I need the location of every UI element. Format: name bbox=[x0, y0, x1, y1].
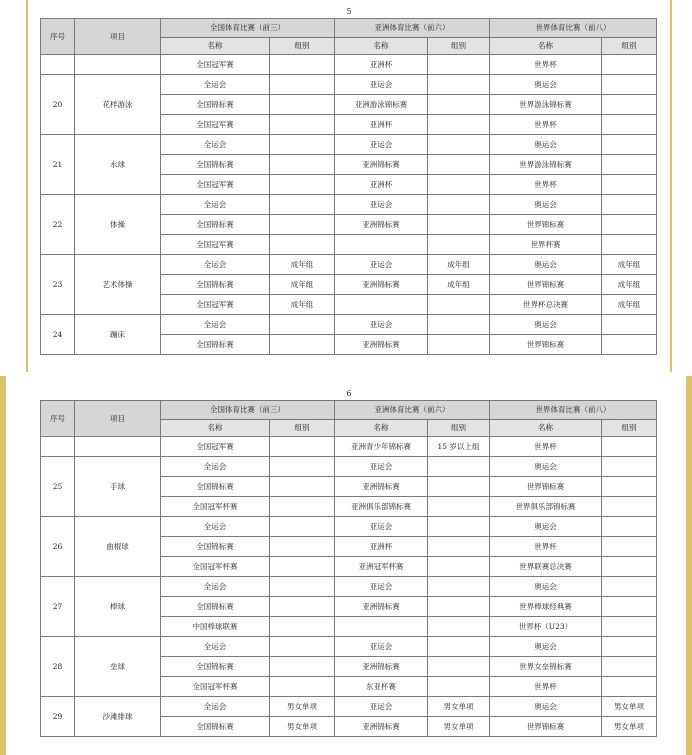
seq-number-cell: 24 bbox=[41, 315, 75, 355]
header-name: 名称 bbox=[161, 38, 270, 55]
national-group-cell bbox=[270, 235, 335, 255]
header-name: 名称 bbox=[490, 38, 602, 55]
seq-number-cell: 25 bbox=[41, 457, 75, 517]
world-group-cell bbox=[602, 657, 657, 677]
national-name-cell: 中国棒球联赛 bbox=[161, 617, 270, 637]
asian-name-cell: 亚洲冠军杯赛 bbox=[335, 557, 428, 577]
table-row bbox=[41, 315, 657, 335]
asian-group-cell bbox=[428, 195, 490, 215]
asian-name-cell: 亚洲杯 bbox=[335, 175, 428, 195]
world-name-cell: 世界杯 bbox=[490, 55, 602, 75]
national-group-cell bbox=[270, 537, 335, 557]
asian-group-cell bbox=[428, 497, 490, 517]
asian-name-cell: 亚洲锦标赛 bbox=[335, 335, 428, 355]
sport-name-cell: 花样游泳 bbox=[75, 75, 161, 135]
asian-group-cell bbox=[428, 135, 490, 155]
world-group-cell bbox=[602, 315, 657, 335]
national-group-cell: 男女单项 bbox=[270, 697, 335, 717]
asian-group-cell bbox=[428, 235, 490, 255]
asian-name-cell: 亚运会 bbox=[335, 577, 428, 597]
asian-group-cell bbox=[428, 95, 490, 115]
side-bar-right bbox=[686, 376, 692, 755]
asian-name-cell: 亚运会 bbox=[335, 517, 428, 537]
national-name-cell: 全运会 bbox=[161, 517, 270, 537]
seq-number-cell: 28 bbox=[41, 637, 75, 697]
national-group-cell bbox=[270, 477, 335, 497]
national-name-cell: 全国冠军赛 bbox=[161, 235, 270, 255]
world-group-cell bbox=[602, 75, 657, 95]
page-number: 6 bbox=[346, 389, 352, 398]
header-group: 组别 bbox=[428, 420, 490, 437]
national-name-cell: 全运会 bbox=[161, 255, 270, 275]
national-name-cell: 全国锦标赛 bbox=[161, 597, 270, 617]
sport-name-cell: 沙滩排球 bbox=[75, 697, 161, 737]
page-5 bbox=[28, 0, 670, 372]
world-name-cell: 世界杯 bbox=[490, 437, 602, 457]
seq-cell bbox=[41, 437, 75, 457]
national-name-cell: 全国冠军杯赛 bbox=[161, 557, 270, 577]
world-group-cell bbox=[602, 537, 657, 557]
header-national: 全国体育比赛（前三） bbox=[161, 401, 335, 420]
asian-name-cell bbox=[335, 295, 428, 315]
header-name: 名称 bbox=[490, 420, 602, 437]
national-group-cell bbox=[270, 55, 335, 75]
world-name-cell: 世界锦标赛 bbox=[490, 335, 602, 355]
world-name-cell: 奥运会 bbox=[490, 75, 602, 95]
asian-group-cell bbox=[428, 677, 490, 697]
world-group-cell: 成年组 bbox=[602, 255, 657, 275]
asian-name-cell: 亚洲杯 bbox=[335, 537, 428, 557]
asian-name-cell: 亚洲杯 bbox=[335, 55, 428, 75]
national-group-cell bbox=[270, 517, 335, 537]
asian-name-cell: 亚洲锦标赛 bbox=[335, 717, 428, 737]
table-row bbox=[41, 457, 657, 477]
sport-name-cell: 垒球 bbox=[75, 637, 161, 697]
table-row bbox=[41, 135, 657, 155]
world-name-cell: 奥运会 bbox=[490, 135, 602, 155]
national-group-cell bbox=[270, 677, 335, 697]
header-asian: 亚洲体育比赛（前六） bbox=[335, 401, 490, 420]
header-national: 全国体育比赛（前三） bbox=[161, 19, 335, 38]
national-name-cell: 全运会 bbox=[161, 637, 270, 657]
national-name-cell: 全运会 bbox=[161, 457, 270, 477]
world-name-cell: 世界杯（U23） bbox=[490, 617, 602, 637]
national-name-cell: 全国冠军杯赛 bbox=[161, 677, 270, 697]
world-group-cell bbox=[602, 617, 657, 637]
national-group-cell bbox=[270, 617, 335, 637]
asian-name-cell: 亚运会 bbox=[335, 75, 428, 95]
header-item: 项目 bbox=[75, 401, 161, 437]
asian-group-cell bbox=[428, 75, 490, 95]
national-name-cell: 全国锦标赛 bbox=[161, 537, 270, 557]
asian-group-cell bbox=[428, 315, 490, 335]
asian-name-cell: 亚运会 bbox=[335, 457, 428, 477]
world-group-cell bbox=[602, 135, 657, 155]
world-name-cell: 世界杯 bbox=[490, 537, 602, 557]
world-group-cell bbox=[602, 577, 657, 597]
world-group-cell bbox=[602, 235, 657, 255]
national-name-cell: 全运会 bbox=[161, 75, 270, 95]
national-group-cell: 成年组 bbox=[270, 275, 335, 295]
asian-group-cell bbox=[428, 295, 490, 315]
world-name-cell: 奥运会 bbox=[490, 457, 602, 477]
seq-number-cell: 20 bbox=[41, 75, 75, 135]
sport-name-cell: 手球 bbox=[75, 457, 161, 517]
asian-name-cell: 亚运会 bbox=[335, 315, 428, 335]
world-group-cell: 男女单项 bbox=[602, 717, 657, 737]
world-name-cell: 世界联赛总决赛 bbox=[490, 557, 602, 577]
asian-name-cell: 亚洲锦标赛 bbox=[335, 597, 428, 617]
asian-name-cell: 亚洲游泳锦标赛 bbox=[335, 95, 428, 115]
asian-group-cell bbox=[428, 175, 490, 195]
asian-name-cell: 亚洲锦标赛 bbox=[335, 155, 428, 175]
asian-name-cell bbox=[335, 235, 428, 255]
header-seq: 序号 bbox=[41, 19, 75, 55]
national-name-cell: 全运会 bbox=[161, 577, 270, 597]
world-name-cell: 奥运会 bbox=[490, 517, 602, 537]
national-name-cell: 全国锦标赛 bbox=[161, 155, 270, 175]
header-name: 名称 bbox=[161, 420, 270, 437]
national-group-cell bbox=[270, 95, 335, 115]
page-6 bbox=[28, 384, 670, 755]
national-group-cell: 成年组 bbox=[270, 255, 335, 275]
national-group-cell: 男女单项 bbox=[270, 717, 335, 737]
header-group: 组别 bbox=[602, 38, 657, 55]
world-group-cell bbox=[602, 457, 657, 477]
header-group: 组别 bbox=[428, 38, 490, 55]
seq-number-cell: 26 bbox=[41, 517, 75, 577]
asian-group-cell bbox=[428, 577, 490, 597]
header-world: 世界体育比赛（前八） bbox=[490, 401, 657, 420]
national-group-cell bbox=[270, 315, 335, 335]
item-cell bbox=[75, 55, 161, 75]
world-group-cell bbox=[602, 175, 657, 195]
asian-name-cell: 亚运会 bbox=[335, 255, 428, 275]
asian-name-cell: 东亚杯赛 bbox=[335, 677, 428, 697]
seq-number-cell: 22 bbox=[41, 195, 75, 255]
world-name-cell: 世界俱乐部锦标赛 bbox=[490, 497, 602, 517]
world-name-cell: 奥运会 bbox=[490, 697, 602, 717]
asian-group-cell bbox=[428, 477, 490, 497]
asian-group-cell bbox=[428, 55, 490, 75]
asian-group-cell: 成年组 bbox=[428, 275, 490, 295]
table-body bbox=[41, 437, 657, 737]
national-name-cell: 全运会 bbox=[161, 697, 270, 717]
national-group-cell bbox=[270, 637, 335, 657]
asian-name-cell bbox=[335, 617, 428, 637]
world-group-cell: 成年组 bbox=[602, 275, 657, 295]
asian-name-cell: 亚洲锦标赛 bbox=[335, 215, 428, 235]
table-row bbox=[41, 577, 657, 597]
world-group-cell bbox=[602, 637, 657, 657]
national-group-cell bbox=[270, 175, 335, 195]
national-name-cell: 全国锦标赛 bbox=[161, 95, 270, 115]
world-group-cell bbox=[602, 335, 657, 355]
national-name-cell: 全国冠军赛 bbox=[161, 55, 270, 75]
asian-name-cell: 亚洲青少年锦标赛 bbox=[335, 437, 428, 457]
header-world: 世界体育比赛（前八） bbox=[490, 19, 657, 38]
header-asian: 亚洲体育比赛（前六） bbox=[335, 19, 490, 38]
asian-group-cell bbox=[428, 537, 490, 557]
table-row bbox=[41, 637, 657, 657]
competition-table bbox=[40, 400, 657, 737]
world-name-cell: 世界杯 bbox=[490, 175, 602, 195]
table-row bbox=[41, 697, 657, 717]
world-group-cell bbox=[602, 597, 657, 617]
national-name-cell: 全国冠军杯赛 bbox=[161, 497, 270, 517]
national-name-cell: 全运会 bbox=[161, 195, 270, 215]
table-row bbox=[41, 255, 657, 275]
world-group-cell bbox=[602, 95, 657, 115]
world-name-cell: 世界杯 bbox=[490, 115, 602, 135]
world-name-cell: 世界游泳锦标赛 bbox=[490, 95, 602, 115]
asian-group-cell bbox=[428, 657, 490, 677]
world-group-cell bbox=[602, 215, 657, 235]
asian-group-cell bbox=[428, 335, 490, 355]
asian-name-cell: 亚洲锦标赛 bbox=[335, 657, 428, 677]
asian-name-cell: 亚运会 bbox=[335, 135, 428, 155]
header-seq: 序号 bbox=[41, 401, 75, 437]
asian-group-cell: 成年组 bbox=[428, 255, 490, 275]
asian-group-cell bbox=[428, 115, 490, 135]
side-bar-left bbox=[0, 376, 6, 755]
world-group-cell bbox=[602, 155, 657, 175]
world-name-cell: 奥运会 bbox=[490, 315, 602, 335]
asian-group-cell bbox=[428, 617, 490, 637]
national-group-cell: 成年组 bbox=[270, 295, 335, 315]
asian-group-cell: 男女单项 bbox=[428, 717, 490, 737]
asian-group-cell bbox=[428, 457, 490, 477]
world-group-cell bbox=[602, 477, 657, 497]
asian-group-cell bbox=[428, 215, 490, 235]
national-group-cell bbox=[270, 215, 335, 235]
table-body bbox=[41, 55, 657, 355]
seq-number-cell: 29 bbox=[41, 697, 75, 737]
sport-name-cell: 艺术体操 bbox=[75, 255, 161, 315]
sport-name-cell: 水球 bbox=[75, 135, 161, 195]
world-group-cell bbox=[602, 115, 657, 135]
national-name-cell: 全国冠军赛 bbox=[161, 437, 270, 457]
world-group-cell: 成年组 bbox=[602, 295, 657, 315]
header-name: 名称 bbox=[335, 38, 428, 55]
national-name-cell: 全国冠军赛 bbox=[161, 295, 270, 315]
national-group-cell bbox=[270, 195, 335, 215]
header-name: 名称 bbox=[335, 420, 428, 437]
world-name-cell: 世界杯赛 bbox=[490, 235, 602, 255]
asian-name-cell: 亚洲锦标赛 bbox=[335, 477, 428, 497]
world-name-cell: 奥运会 bbox=[490, 577, 602, 597]
world-name-cell: 世界女垒锦标赛 bbox=[490, 657, 602, 677]
national-group-cell bbox=[270, 75, 335, 95]
national-group-cell bbox=[270, 437, 335, 457]
frame-line-right bbox=[670, 0, 672, 372]
asian-group-cell bbox=[428, 155, 490, 175]
header-group: 组别 bbox=[602, 420, 657, 437]
national-name-cell: 全国冠军赛 bbox=[161, 175, 270, 195]
national-group-cell bbox=[270, 115, 335, 135]
world-name-cell: 世界锦标赛 bbox=[490, 215, 602, 235]
asian-group-cell: 15 岁以上组 bbox=[428, 437, 490, 457]
asian-name-cell: 亚运会 bbox=[335, 637, 428, 657]
sport-name-cell: 曲棍球 bbox=[75, 517, 161, 577]
table-row bbox=[41, 517, 657, 537]
national-group-cell bbox=[270, 457, 335, 477]
national-group-cell bbox=[270, 557, 335, 577]
asian-group-cell bbox=[428, 557, 490, 577]
national-name-cell: 全运会 bbox=[161, 315, 270, 335]
national-name-cell: 全国锦标赛 bbox=[161, 717, 270, 737]
world-group-cell bbox=[602, 195, 657, 215]
asian-name-cell: 亚洲锦标赛 bbox=[335, 275, 428, 295]
national-group-cell bbox=[270, 335, 335, 355]
national-name-cell: 全国锦标赛 bbox=[161, 657, 270, 677]
national-group-cell bbox=[270, 135, 335, 155]
header-group: 组别 bbox=[270, 420, 335, 437]
asian-group-cell bbox=[428, 637, 490, 657]
seq-number-cell: 27 bbox=[41, 577, 75, 637]
world-name-cell: 世界游泳锦标赛 bbox=[490, 155, 602, 175]
world-group-cell bbox=[602, 517, 657, 537]
table-row bbox=[41, 195, 657, 215]
world-name-cell: 奥运会 bbox=[490, 637, 602, 657]
national-group-cell bbox=[270, 155, 335, 175]
seq-number-cell: 23 bbox=[41, 255, 75, 315]
table-row bbox=[41, 437, 657, 457]
asian-group-cell bbox=[428, 517, 490, 537]
sport-name-cell: 棒球 bbox=[75, 577, 161, 637]
national-group-cell bbox=[270, 657, 335, 677]
world-name-cell: 奥运会 bbox=[490, 255, 602, 275]
world-name-cell: 世界锦标赛 bbox=[490, 717, 602, 737]
world-group-cell bbox=[602, 497, 657, 517]
national-name-cell: 全国锦标赛 bbox=[161, 335, 270, 355]
world-group-cell: 男女单项 bbox=[602, 697, 657, 717]
seq-cell bbox=[41, 55, 75, 75]
national-name-cell: 全国冠军赛 bbox=[161, 115, 270, 135]
page-number: 5 bbox=[346, 7, 352, 16]
world-group-cell bbox=[602, 557, 657, 577]
asian-name-cell: 亚洲俱乐部锦标赛 bbox=[335, 497, 428, 517]
world-name-cell: 世界杯 bbox=[490, 677, 602, 697]
asian-group-cell bbox=[428, 597, 490, 617]
sport-name-cell: 蹦床 bbox=[75, 315, 161, 355]
asian-name-cell: 亚洲杯 bbox=[335, 115, 428, 135]
table-row bbox=[41, 55, 657, 75]
competition-table bbox=[40, 18, 657, 355]
world-group-cell bbox=[602, 677, 657, 697]
world-name-cell: 世界棒球经典赛 bbox=[490, 597, 602, 617]
national-group-cell bbox=[270, 497, 335, 517]
asian-name-cell: 亚运会 bbox=[335, 697, 428, 717]
national-name-cell: 全国锦标赛 bbox=[161, 215, 270, 235]
world-name-cell: 奥运会 bbox=[490, 195, 602, 215]
world-name-cell: 世界锦标赛 bbox=[490, 275, 602, 295]
header-group: 组别 bbox=[270, 38, 335, 55]
seq-number-cell: 21 bbox=[41, 135, 75, 195]
national-name-cell: 全运会 bbox=[161, 135, 270, 155]
asian-name-cell: 亚运会 bbox=[335, 195, 428, 215]
world-name-cell: 世界杯总决赛 bbox=[490, 295, 602, 315]
asian-group-cell: 男女单项 bbox=[428, 697, 490, 717]
table-row bbox=[41, 75, 657, 95]
world-group-cell bbox=[602, 55, 657, 75]
header-item: 项目 bbox=[75, 19, 161, 55]
national-name-cell: 全国锦标赛 bbox=[161, 477, 270, 497]
item-cell bbox=[75, 437, 161, 457]
national-group-cell bbox=[270, 597, 335, 617]
sport-name-cell: 体操 bbox=[75, 195, 161, 255]
national-group-cell bbox=[270, 577, 335, 597]
world-name-cell: 世界锦标赛 bbox=[490, 477, 602, 497]
national-name-cell: 全国锦标赛 bbox=[161, 275, 270, 295]
world-group-cell bbox=[602, 437, 657, 457]
